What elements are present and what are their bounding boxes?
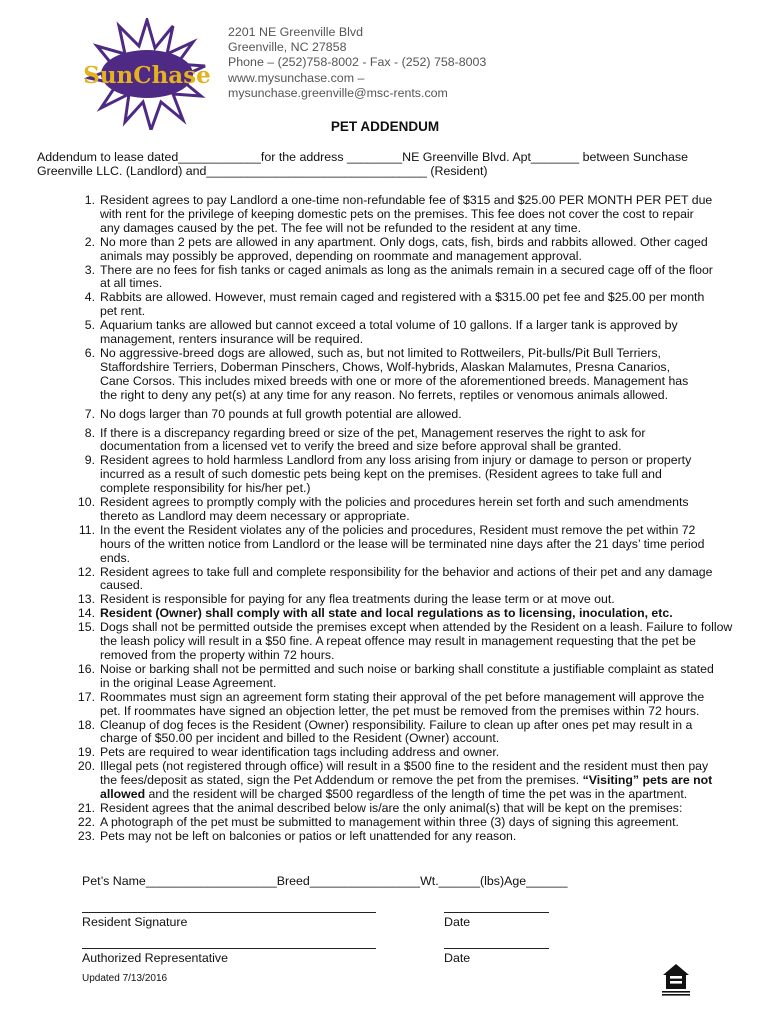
list-item: [0, 454, 770, 496]
item-text-line: pet rent.: [100, 304, 146, 319]
date-rule-1: [444, 912, 549, 913]
item-text-line: Roommates must sign an agreement form stating their approval of the pet before management will approve the: [100, 689, 705, 704]
item-text-line: Rabbits are allowed. However, must remain caged and registered with a $315.00 pet fee and $25.00 per month: [100, 290, 705, 305]
item-text-line: caused.: [100, 578, 144, 593]
list-item: [0, 802, 770, 816]
city-line: Greenville, NC 27858: [228, 40, 347, 55]
item-text-line: There are no fees for fish tanks or caged animals as long as the animals remain in a secured cage off of the floor: [100, 262, 713, 277]
list-item: [0, 593, 770, 607]
list-item: [0, 691, 770, 719]
list-item: [0, 746, 770, 760]
updated-date: Updated 7/13/2016: [82, 973, 168, 984]
item-text-line: No aggressive-breed dogs are allowed, such as, but not limited to Rottweilers, Pit-bulls/Pit Bull Terriers,: [100, 345, 661, 360]
item-text-line: Pets may not be left on balconies or patios or left unattended for any reason.: [100, 828, 517, 843]
item-text-line: Staffordshire Terriers, Doberman Pinschers, Chows, Wolf-hybrids, Alaskan Malamutes, Presna Canarios,: [100, 359, 670, 374]
item-text-line: In the event the Resident violates any of the policies and procedures, Resident must remove the pet within 72: [100, 522, 696, 537]
item-number: 10.: [77, 495, 95, 510]
list-item: [0, 524, 770, 566]
list-item: [0, 427, 770, 455]
item-text-line: the leash policy will result in a $50 fine. A repeat offence may result in management requesting that the pet be: [100, 634, 696, 649]
page-title: PET ADDENDUM: [330, 119, 440, 134]
list-item: [0, 264, 770, 292]
item-text-line: Illegal pets (not registered through office) will result in a $500 fine to the resident and the resident must then pay: [100, 759, 709, 774]
item-number: 20.: [77, 759, 95, 774]
item-number: 22.: [77, 814, 95, 829]
item-number: 15.: [77, 620, 95, 635]
website-line: www.mysunchase.com –: [228, 70, 365, 85]
item-number: 23.: [77, 828, 95, 843]
item-number: 16.: [77, 661, 95, 676]
item-text: [100, 719, 748, 747]
item-text-line: No more than 2 pets are allowed in any apartment. Only dogs, cats, fish, birds and rabbits allowed. Other caged: [100, 234, 708, 249]
item-text-line: A photograph of the pet must be submitted to management within three (3) days of signing this agreement.: [100, 814, 679, 829]
item-text-line: Resident is responsible for paying for any flea treatments during the lease term or at move out.: [100, 592, 615, 607]
item-text-line: If there is a discrepancy regarding breed or size of the pet, Management reserves the right to ask for: [100, 425, 646, 440]
list-item: [0, 607, 770, 621]
intro-line-1: Addendum to lease dated____________for the address ________NE Greenville Blvd. Apt_______ between Sunchase: [37, 150, 688, 164]
item-text: [100, 524, 748, 566]
item-text: [100, 830, 748, 844]
item-text-line: Resident agrees to promptly comply with the policies and procedures herein set forth and such amendments: [100, 495, 689, 510]
phone-fax-line: Phone – (252)758-8002 - Fax - (252) 758-8003: [228, 55, 487, 70]
item-text-line: Resident agrees to hold harmless Landlord from any loss arising from injury or damage to person or property: [100, 453, 692, 468]
item-text: [100, 593, 748, 607]
item-number: 11.: [78, 522, 95, 537]
item-text-line: the right to deny any pet(s) at any time for any reason. No ferrets, reptiles or venomous animals allowed.: [100, 387, 668, 402]
item-text-line: Aquarium tanks are allowed but cannot exceed a total volume of 10 gallons. If a larger tank is approved by: [100, 318, 678, 333]
item-text-line: any damages caused by the pet. The fee will not be refunded to the resident at any time.: [100, 220, 582, 235]
terms-list: [0, 194, 770, 844]
item-number: 13.: [77, 592, 95, 607]
list-item: [0, 194, 770, 236]
address-line: 2201 NE Greenville Blvd: [228, 25, 363, 39]
item-text-line: Resident agrees to pay Landlord a one-time non-refundable fee of $315 and $25.00 PER MONTH PER PET due: [100, 193, 713, 207]
item-text: [100, 319, 748, 347]
item-text: [100, 566, 748, 594]
item-text-line: Cane Corsos. This includes mixed breeds with one or more of the aforementioned breeds. Management has: [100, 373, 689, 388]
item-text-line: incurred as a result of such domestic pets being kept on the premises. (Resident agrees to take full and: [100, 467, 662, 482]
item-text: [100, 408, 748, 422]
item-text-line: Dogs shall not be permitted outside the premises except when attended by the Resident on a leash. Failure to follow: [100, 620, 733, 635]
equal-housing-opportunity-icon: [659, 961, 693, 997]
resident-signature-label: Resident Signature: [82, 915, 188, 929]
item-text-line: with rent for the privilege of keeping domestic pets on the premises. This fee does not cover the cost to repair: [100, 206, 694, 221]
item-number: 21.: [77, 800, 95, 815]
list-item: [0, 496, 770, 524]
item-text: [100, 236, 748, 264]
resident-signature-rule: [82, 912, 376, 913]
item-text-line: pet. If roommates have signed an objection letter, the pet must be removed from the premises within 72 hours.: [100, 703, 700, 718]
item-text: [100, 427, 748, 455]
item-text-line: at all times.: [100, 276, 163, 291]
item-text-line: No dogs larger than 70 pounds at full growth potential are allowed.: [100, 406, 462, 421]
item-text: [100, 496, 748, 524]
list-item: [0, 291, 770, 319]
list-item: [0, 663, 770, 691]
item-number: 12.: [77, 564, 95, 579]
item-number: 18.: [77, 717, 95, 732]
pet-info-line: Pet’s Name___________________Breed________________Wt.______(lbs)Age______: [82, 874, 568, 888]
item-text-line: charge of $50.00 per incident and billed to the Resident (Owner) account.: [100, 731, 500, 746]
svg-text:SunChase: SunChase: [83, 62, 211, 89]
item-text-line: Resident (Owner) shall comply with all state and local regulations as to licensing, inoculation, etc.: [100, 606, 673, 621]
list-item: [0, 621, 770, 663]
item-text: [100, 663, 748, 691]
item-text: [100, 760, 748, 802]
intro-line-2: Greenville LLC. (Landlord) and________________________________ (Resident): [37, 164, 488, 179]
item-text-line: ends.: [100, 550, 131, 565]
item-number: 1.: [84, 193, 95, 207]
item-text-line: animals may possibly be approved, depending on roommate and management approval.: [100, 248, 582, 263]
item-text-line: the fees/deposit as stated, sign the Pet Addendum or remove the pet from the premises. “Visiting” pets are not: [100, 773, 713, 788]
item-text: [100, 816, 748, 830]
item-text-line: Resident agrees that the animal described below is/are the only animal(s) that will be kept on the premises:: [100, 800, 683, 815]
list-item: [0, 319, 770, 347]
item-number: 3.: [84, 262, 95, 277]
item-text-line: thereto as Landlord may deem necessary or appropriate.: [100, 508, 410, 523]
item-text-line: complete responsibility for his/her pet.): [100, 481, 311, 496]
item-text-line: hours of the written notice from Landlord or the lease will be terminated nine days after the 21 days’ time period: [100, 536, 705, 551]
item-number: 2.: [84, 234, 95, 249]
item-text: [100, 347, 748, 403]
sunchase-logo: [82, 18, 212, 130]
list-item: [0, 816, 770, 830]
list-item: [0, 408, 770, 422]
item-number: 8.: [84, 425, 95, 440]
item-text-line: Cleanup of dog feces is the Resident (Owner) responsibility. Failure to clean up after ones pet may result in a: [100, 717, 693, 732]
item-text: [100, 746, 748, 760]
item-text: [100, 454, 748, 496]
contact-block: [228, 25, 486, 101]
item-number: 7.: [84, 406, 95, 421]
item-number: 6.: [84, 345, 95, 360]
item-text-line: removed from the property within 72 hours.: [100, 648, 335, 662]
item-number: 14.: [77, 606, 95, 621]
item-text-line: Resident agrees to take full and complete responsibility for the behavior and actions of their pet and any damage: [100, 564, 713, 579]
item-text: [100, 621, 748, 663]
list-item: [0, 347, 770, 403]
item-text: [100, 607, 748, 621]
item-number: 19.: [77, 745, 95, 760]
item-text: [100, 264, 748, 292]
item-number: 4.: [84, 290, 95, 305]
date-label-2: Date: [444, 951, 471, 965]
list-item: [0, 760, 770, 802]
list-item: [0, 719, 770, 747]
item-number: 9.: [84, 453, 95, 468]
list-item: [0, 566, 770, 594]
item-text-line: allowed and the resident will be charged $500 regardless of the length of time the pet was in the apartment.: [100, 787, 688, 802]
item-text-line: Pets are required to wear identification tags including address and owner.: [100, 745, 500, 760]
item-text: [100, 194, 748, 236]
email-line: mysunchase.greenville@msc-rents.com: [228, 85, 448, 100]
addendum-intro: [37, 150, 737, 179]
item-text-line: in the original Lease Agreement.: [100, 675, 277, 690]
item-text-line: documentation from a licensed vet to verify the breed and size before approval shall be granted.: [100, 439, 622, 454]
date-rule-2: [444, 948, 549, 949]
item-number: 5.: [84, 318, 95, 333]
date-label-1: Date: [444, 915, 471, 929]
representative-signature-rule: [82, 948, 376, 949]
item-text: [100, 691, 748, 719]
item-text-line: Noise or barking shall not be permitted and such noise or barking shall constitute a justifiable complaint as stated: [100, 661, 714, 676]
item-text-line: management, renters insurance will be required.: [100, 332, 364, 347]
list-item: [0, 236, 770, 264]
item-text: [100, 802, 748, 816]
item-text: [100, 291, 748, 319]
representative-label: Authorized Representative: [82, 951, 229, 965]
list-item: [0, 830, 770, 844]
item-number: 17.: [77, 689, 95, 704]
